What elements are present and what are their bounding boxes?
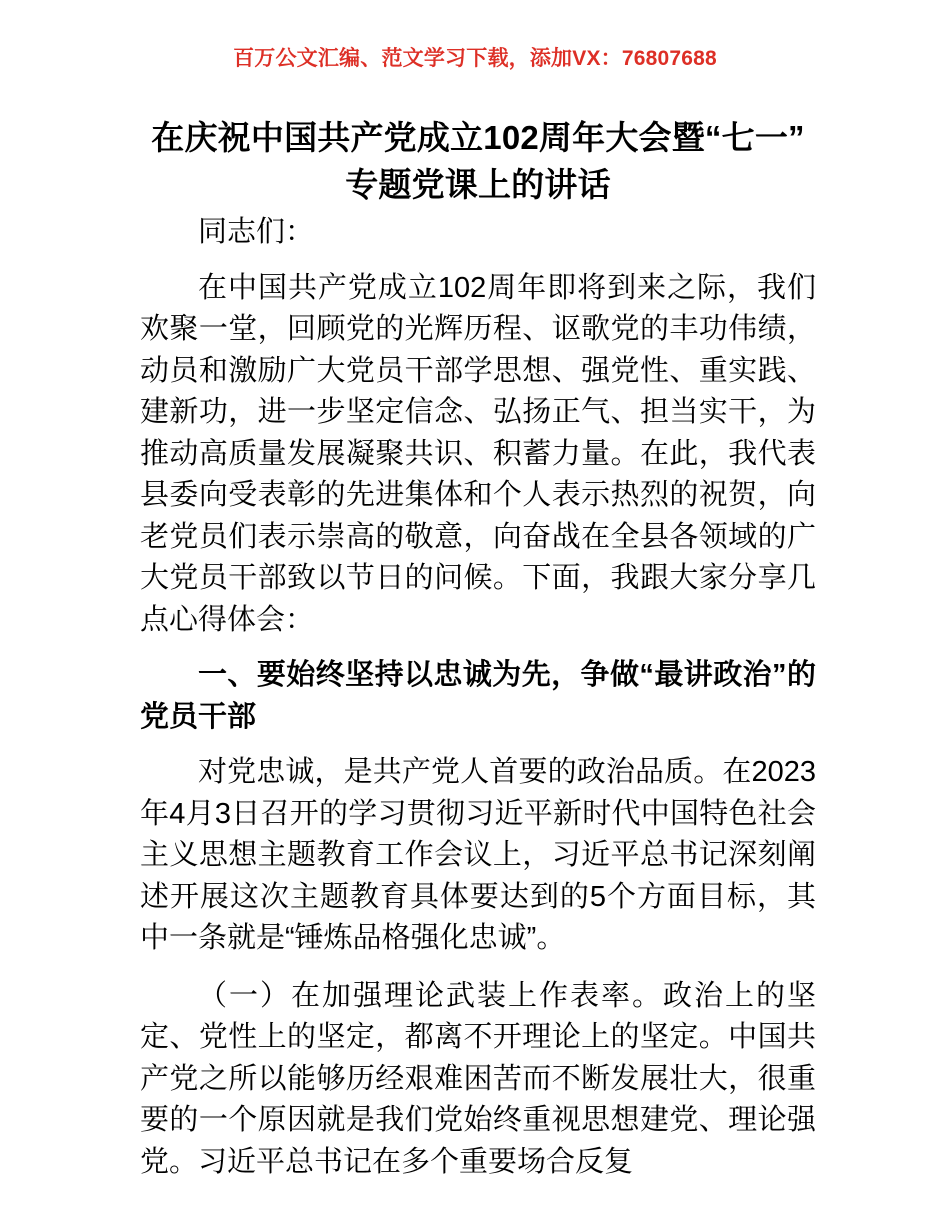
document-title: 在庆祝中国共产党成立102周年大会暨“七一”专题党课上的讲话 (151, 119, 805, 203)
paragraph-section-one-intro: 对党忠诚，是共产党人首要的政治品质。在2023年4月3日召开的学习贯彻习近平新时代中国特色社会主义思想主题教育工作会议上，习近平总书记深刻阐述开展这次主题教育具体要达到的5个方面目标，其中一条就是“锤炼品格强化忠诚”。 (140, 756, 816, 954)
paragraph-subsection-one-one: （一）在加强理论武装上作表率。政治上的坚定、党性上的坚定，都离不开理论上的坚定。中国共产党之所以能够历经艰难困苦而不断发展壮大，很重要的一个原因就是我们党始终重视思想建党、理论强党。习近平总书记在多个重要场合反复 (140, 979, 816, 1178)
spacer (140, 641, 816, 655)
document-body (140, 212, 816, 1183)
spacer (140, 254, 816, 268)
spacer (140, 960, 816, 976)
promo-banner-text: 百万公文汇编、范文学习下载，添加VX：76807688 (233, 47, 717, 70)
paragraph-salutation: 同志们： (198, 216, 315, 248)
heading-section-one: 一、要始终坚持以忠诚为先，争做“最讲政治”的党员干部 (140, 659, 816, 733)
paragraph-opening: 在中国共产党成立102周年即将到来之际，我们欢聚一堂，回顾党的光辉历程、讴歌党的丰功伟绩，动员和激励广大党员干部学思想、强党性、重实践、建新功，进一步坚定信念、弘扬正气、担当实干，为推动高质量发展凝聚共识、积蓄力量。在此，我代表县委向受表彰的先进集体和个人表示热烈的祝贺，向老党员们表示崇高的敬意，向奋战在全县各领域的广大党员干部致以节日的问候。下面，我跟大家分享几点心得体会： (140, 271, 816, 636)
spacer (140, 738, 816, 752)
